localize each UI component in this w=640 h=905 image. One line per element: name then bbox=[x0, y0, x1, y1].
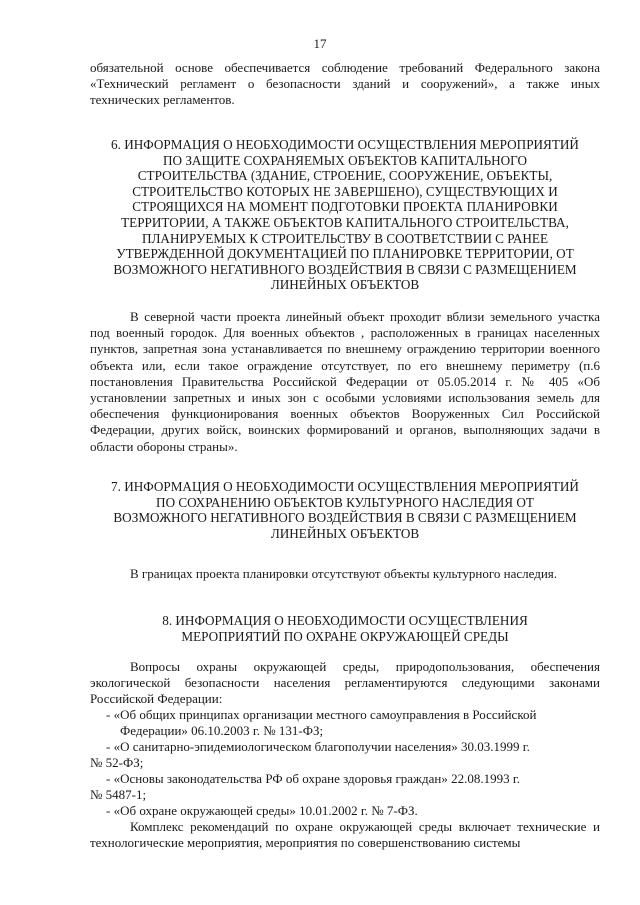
list-item-continuation: № 52-ФЗ; bbox=[90, 755, 144, 770]
heading-line: ВОЗМОЖНОГО НЕГАТИВНОГО ВОЗДЕЙСТВИЯ В СВЯЗИ С РАЗМЕЩЕНИЕМ bbox=[113, 261, 577, 277]
law-list bbox=[90, 707, 600, 819]
section-6-heading bbox=[90, 137, 600, 293]
heading-line: СТРОИТЕЛЬСТВА (ЗДАНИЕ, СТРОЕНИЕ, СООРУЖЕНИЕ, ОБЪЕКТЫ, bbox=[137, 168, 553, 184]
list-item-continuation: Федерации» 06.10.2003 г. № 131-ФЗ; bbox=[120, 723, 324, 738]
section-7-body bbox=[90, 566, 600, 582]
heading-line: ТЕРРИТОРИИ, А ТАКЖЕ ОБЪЕКТОВ КАПИТАЛЬНОГО СТРОИТЕЛЬСТВА, bbox=[121, 214, 569, 230]
heading-line: СТРОЯЩИХСЯ НА МОМЕНТ ПОДГОТОВКИ ПРОЕКТА ПЛАНИРОВКИ bbox=[132, 199, 558, 215]
list-item bbox=[90, 707, 600, 739]
intro-paragraph bbox=[90, 60, 600, 108]
intro-line: «Технический регламент о безопасности зданий и сооружений», а также иных bbox=[90, 76, 600, 91]
list-item-text: - «О санитарно-эпидемиологическом благополучии населения» 30.03.1999 г. bbox=[106, 739, 530, 754]
section-8-intro: Вопросы охраны окружающей среды, природопользования, обеспечения экологической безопасности населения регламентируются следующими законами Российской Федерации: bbox=[90, 659, 600, 706]
heading-line: ПО СОХРАНЕНИЮ ОБЪЕКТОВ КУЛЬТУРНОГО НАСЛЕДИЯ ОТ bbox=[156, 494, 534, 510]
section-7-heading bbox=[90, 479, 600, 541]
section-6-paragraph: В северной части проекта линейный объект проходит вблизи земельного участка под военный городок. Для военных объектов , расположенных в границах населенных пунктов, запретная зона устанавливается по внешнему ограждению территории военного объекта или, если такое ограждение отсутствует, по его внешнему периметру (п.6 постановления Правительства Российской Федерации от 05.05.2014 г. № 405 «Об установлении запретных и иных зон с особыми условиями использования земель для обеспечения функционирования военных объектов Вооруженных Сил Российской Федерации, других войск, воинских формирований и органов, выполняющих задачи в области обороны страны». bbox=[90, 309, 600, 454]
section-8-closing: Комплекс рекомендаций по охране окружающей среды включает технические и технологические мероприятия, мероприятия по совершенствованию системы bbox=[90, 819, 600, 850]
section-6-body bbox=[90, 309, 600, 455]
list-item-text: - «Основы законодательства РФ об охране здоровья граждан» 22.08.1993 г. bbox=[106, 771, 520, 786]
list-item-continuation: № 5487-1; bbox=[90, 787, 147, 802]
list-item-text: - «Об охране окружающей среды» 10.01.2002 г. № 7-ФЗ. bbox=[106, 803, 418, 818]
heading-line: МЕРОПРИЯТИЙ ПО ОХРАНЕ ОКРУЖАЮЩЕЙ СРЕДЫ bbox=[181, 628, 509, 644]
heading-line: ПО ЗАЩИТЕ СОХРАНЯЕМЫХ ОБЪЕКТОВ КАПИТАЛЬНОГО bbox=[162, 152, 528, 168]
list-item bbox=[90, 739, 600, 771]
heading-line: 6. ИНФОРМАЦИЯ О НЕОБХОДИМОСТИ ОСУЩЕСТВЛЕНИЯ МЕРОПРИЯТИЙ bbox=[111, 137, 579, 152]
list-item-text: - «Об общих принципах организации местного самоуправления в Российской bbox=[106, 707, 537, 722]
intro-line: обязательной основе обеспечивается соблюдение требований Федерального закона bbox=[90, 60, 600, 75]
heading-line: 7. ИНФОРМАЦИЯ О НЕОБХОДИМОСТИ ОСУЩЕСТВЛЕНИЯ МЕРОПРИЯТИЙ bbox=[111, 479, 579, 494]
heading-line: 8. ИНФОРМАЦИЯ О НЕОБХОДИМОСТИ ОСУЩЕСТВЛЕНИЯ bbox=[162, 613, 528, 628]
intro-line: технических регламентов. bbox=[90, 92, 235, 107]
heading-line: ЛИНЕЙНЫХ ОБЪЕКТОВ bbox=[270, 277, 420, 293]
list-item bbox=[90, 803, 600, 819]
section-8-body bbox=[90, 659, 600, 851]
section-7-paragraph: В границах проекта планировки отсутствуют объекты культурного наследия. bbox=[130, 566, 558, 581]
heading-line: ПЛАНИРУЕМЫХ К СТРОИТЕЛЬСТВУ В СООТВЕТСТВИИ С РАНЕЕ bbox=[141, 230, 549, 246]
heading-line: ЛИНЕЙНЫХ ОБЪЕКТОВ bbox=[270, 525, 420, 541]
section-8-heading bbox=[90, 613, 600, 644]
page-number: 17 bbox=[313, 36, 327, 51]
heading-line: ВОЗМОЖНОГО НЕГАТИВНОГО ВОЗДЕЙСТВИЯ В СВЯЗИ С РАЗМЕЩЕНИЕМ bbox=[113, 510, 577, 526]
heading-line: СТРОИТЕЛЬСТВО КОТОРЫХ НЕ ЗАВЕРШЕНО), СУЩЕСТВУЮЩИХ И bbox=[132, 183, 558, 199]
list-item bbox=[90, 771, 600, 803]
heading-line: УТВЕРЖДЕННОЙ ДОКУМЕНТАЦИЕЙ ПО ПЛАНИРОВКЕ ТЕРРИТОРИИ, ОТ bbox=[116, 246, 574, 262]
